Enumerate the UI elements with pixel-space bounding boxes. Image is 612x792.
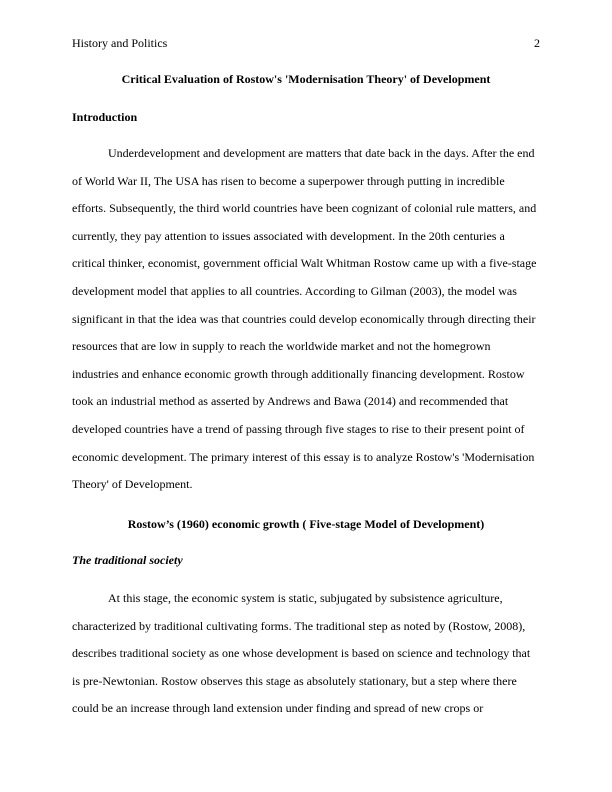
document-title: Critical Evaluation of Rostow's 'Modernisation Theory' of Development (121, 72, 491, 86)
paragraph-line: economic development. The primary interest of this essay is to analyze Rostow's 'Modernisation (72, 449, 535, 464)
introduction-heading: Introduction (72, 110, 138, 124)
paragraph-line: Underdevelopment and development are matters that date back in the days. After the end (108, 146, 535, 160)
paragraph-line: At this stage, the economic system is static, subjugated by subsistence agriculture, (108, 591, 503, 605)
introduction-paragraph (72, 140, 540, 499)
paragraph-line: could be an increase through land extension under finding and spread of new crops or (72, 701, 484, 716)
page-number: 2 (534, 36, 540, 50)
paragraph-line: describes traditional society as one whose development is based on science and technology that (72, 646, 531, 661)
paragraph-line: currently, they pay attention to issues associated with development. In the 20th centuries a (72, 228, 505, 243)
running-head-title: History and Politics (72, 36, 168, 50)
traditional-society-paragraph (72, 585, 540, 723)
model-section-heading: Rostow’s (1960) economic growth ( Five-stage Model of Development) (127, 517, 485, 531)
paragraph-line: industries and enhance economic growth through additionally financing development. Rostow (72, 366, 525, 381)
paragraph-line: of World War II, The USA has risen to become a superpower through putting in incredible (72, 173, 505, 188)
paragraph-line: characterized by traditional cultivating forms. The traditional step as noted by (Rostow, 2008), (72, 618, 526, 633)
paragraph-line: critical thinker, economist, government official Walt Whitman Rostow came up with a five-stage (72, 256, 537, 271)
paragraph-line: efforts. Subsequently, the third world countries have been cognizant of colonial rule matters, and (72, 201, 537, 216)
paragraph-line: is pre-Newtonian. Rostow observes this stage as absolutely stationary, but a step where there (72, 673, 517, 688)
paragraph-line: Theory' of Development. (72, 477, 193, 492)
paragraph-line: took an industrial method as asserted by Andrews and Bawa (2014) and recommended that (72, 394, 509, 409)
paragraph-line: development model that applies to all countries. According to Gilman (2003), the model was (72, 283, 517, 298)
traditional-society-heading: The traditional society (72, 553, 183, 567)
paragraph-line: resources that are low in supply to reach the worldwide market and not the homegrown (72, 339, 491, 354)
paragraph-line: significant in that the idea was that countries could develop economically through directing their (72, 311, 536, 326)
paragraph-line: developed countries have a trend of passing through five stages to rise to their present point of (72, 421, 525, 436)
